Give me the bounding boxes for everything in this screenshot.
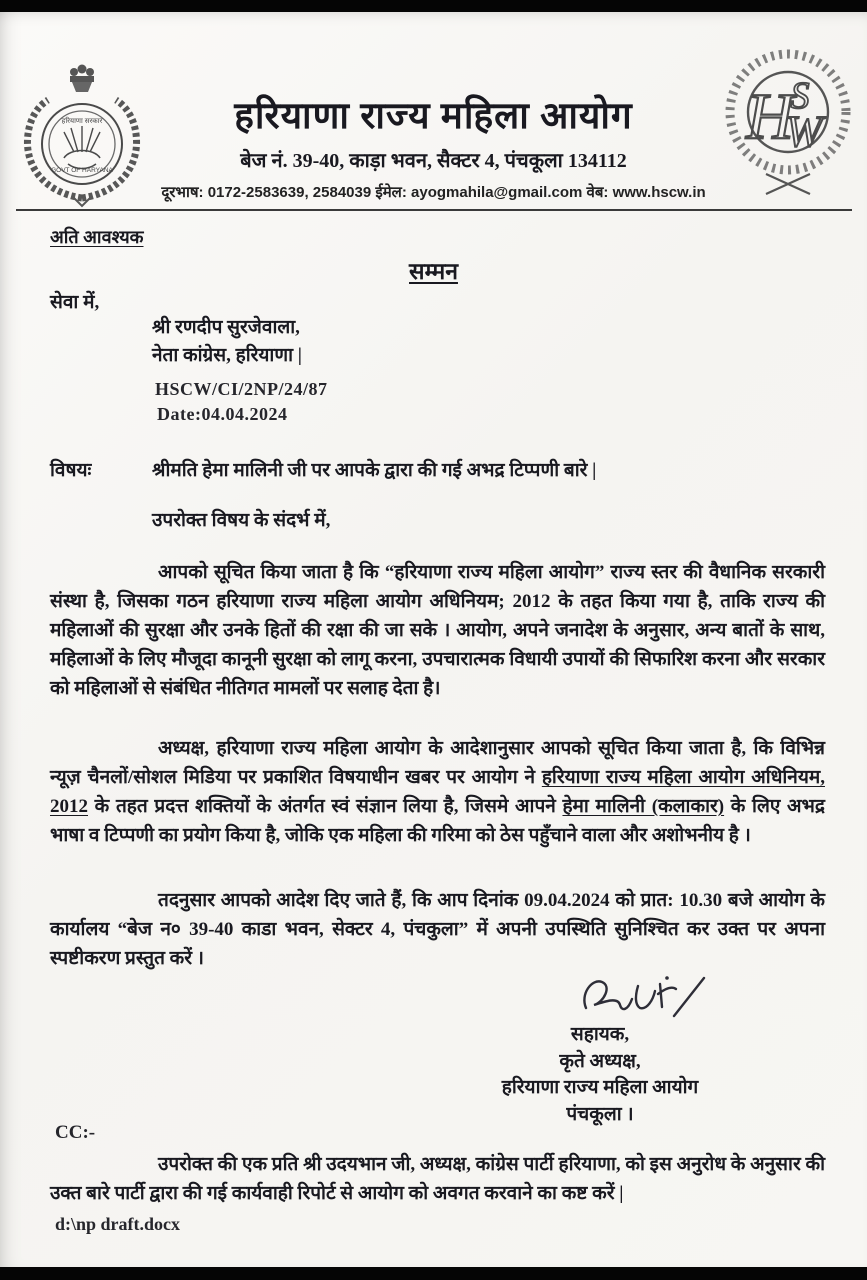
addressee-block [152,314,302,370]
letterbox-top [0,0,867,12]
letterbox-bottom [0,1267,867,1280]
cc-paragraph: उपरोक्त की एक प्रति श्री उदयभान जी, अध्यक्ष, कांग्रेस पार्टी हरियाणा, को इस अनुरोध के अनुसार की उक्त बारे पार्टी द्वारा की गई कार्यवाही रिपोर्ट से आयोग को अवगत करवाने का कष्ट करें | [50,1154,825,1204]
signatory-place: पंचकूला । [566,1103,634,1125]
reference-number: HSCW/CI/2NP/24/87 [155,379,328,399]
svg-text:S: S [790,75,810,117]
para2-segment: के तहत प्रदत्त शक्तियों के अंतर्गत स्वं संज्ञान लिया है, जिसमे आपने [88,796,563,817]
reference-opening-line: उपरोक्त विषय के संदर्भ में, [152,510,331,531]
signatory-for: कृते अध्यक्ष, [559,1050,641,1072]
document-title-text: सम्मन [409,259,458,284]
signatory-org: हरियाणा राज्य महिला आयोग [501,1077,699,1098]
para2-underlined-name: हेमा मालिनी (कलाकार) [562,796,725,817]
para2-segment: के लिए अभद्र भाषा व टिप्पणी का प्रयोग किया है, जोकि एक महिला की गरिमा को ठेस पहुँचाने वाला और अशोभनीय है । [50,796,825,846]
salutation: सेवा में, [50,292,100,313]
svg-text:H: H [746,80,794,153]
subject-text: श्रीमति हेमा मालिनी जी पर आपके द्वारा की गई अभद्र टिप्पणी बारे | [152,460,597,481]
header-divider [16,209,852,211]
subject-label: विषयः [50,460,92,481]
svg-text:GOVT OF HARYANA: GOVT OF HARYANA [51,167,113,174]
org-name-title: हरियाणा राज्य महिला आयोग [234,96,633,137]
org-contact-line: दूरभाष: 0172-2583639, 2584039 ईमेल: ayogmahila@gmail.com वेब: www.hscw.in [161,184,706,201]
body-paragraph-2 [50,734,825,850]
body-paragraph-3: तदनुसार आपको आदेश दिए जाते हैं, कि आप दिनांक 09.04.2024 को प्रात: 10.30 बजे आयोग के कार्यालय “बेज न० 39-40 काडा भवन, सेक्टर 4, पंचकुला” में अपनी उपस्थिति सुनिश्चित कर उक्त पर अपना स्पष्टीकरण प्रस्तुत करें । [50,890,825,969]
document-title [0,254,867,286]
svg-text:W: W [785,107,823,156]
urgency-note: अति आवश्यक [50,227,144,247]
addressee-designation: नेता कांग्रेस, हरियाणा | [152,345,302,366]
handwritten-signature [570,972,710,1024]
scanned-letter-page [0,12,867,1267]
letter-date: Date:04.04.2024 [157,404,288,424]
signature-block [480,972,720,1128]
para2-underlined-act: हरियाणा राज्य महिला आयोग अधिनियम, 2012 [50,767,825,817]
draft-file-path: d:\np draft.docx [55,1214,181,1234]
cc-label: CC:- [55,1122,96,1143]
svg-text:हरियाणा सरकार: हरियाणा सरकार [61,118,103,125]
addressee-name: श्री रणदीप सुरजेवाला, [152,317,300,338]
para2-segment: अध्यक्ष, हरियाणा राज्य महिला आयोग के आदेशानुसार आपको सूचित किया जाता है, कि विभिन्न न्यूज़ चैनलों/सोशल मिडिया पर प्रकाशित विषयाधीन खबर पर आयोग ने [50,738,825,788]
signatory-designation: सहायक, [570,1024,630,1045]
org-address-line: बेज नं. 39-40, काड़ा भवन, सैक्टर 4, पंचकूला 134112 [240,150,627,172]
body-paragraph-1: आपको सूचित किया जाता है कि “हरियाणा राज्य महिला आयोग” राज्य स्तर की वैधानिक सरकारी संस्था है, जिसका गठन हरियाणा राज्य महिला आयोग अधिनियम; 2012 के तहत किया गया है, ताकि राज्य की महिलाओं की सुरक्षा और उनके हितों की रक्षा की जा सके । आयोग, अपने जनादेश के अनुसार, अन्य बातों के साथ, महिलाओं के लिए मौजूदा कानूनी सुरक्षा को लागू करना, उपचारात्मक विधायी उपायों की सिफारिश करना और सरकार को महिलाओं से संबंधित नीतिगत मामलों पर सलाह देता है। [50,562,825,699]
